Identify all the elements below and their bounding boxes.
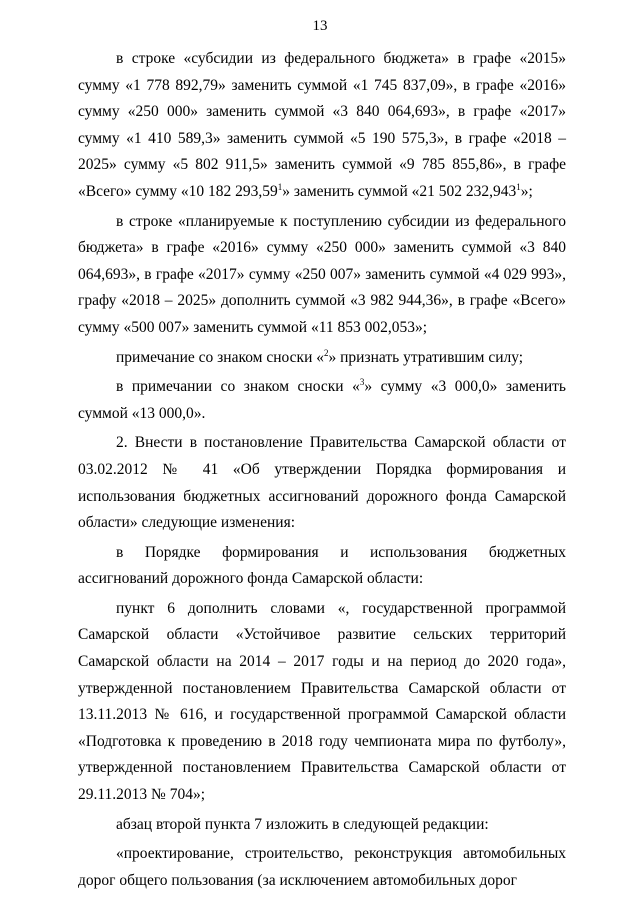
page-number: 13 [312, 18, 328, 34]
paragraph-footnote-2 [78, 345, 566, 372]
paragraph-item-2: 2. Внести в постановление Правительства Самарской области от 03.02.2012 № 41 «Об утверждении Порядка формирования и использования бюджетных ассигнований дорожного фонда Самарской области» следующие изменения: [78, 434, 566, 532]
text-run: в строке «субсидии из федерального бюджета» в графе «2015» сумму «1 778 892,79» заменить суммой «1 745 837,09», в графе «2016» сумму «250 000» заменить суммой «3 840 064,693», в графе «2017» сумму «1 410 589,3» заменить суммой «5 190 575,3», в графе «2018 – 2025» сумму «5 802 911,5» заменить суммой «9 785 855,86», в графе «Всего» сумму «10 182 293,59 [78, 50, 566, 200]
paragraph-footnote-3 [78, 374, 566, 427]
text-run: примечание со знаком сноски « [116, 348, 324, 366]
paragraph-point-6: пункт 6 дополнить словами «, государственной программой Самарской области «Устойчивое развитие сельских территорий Самарской области на 2014 – 2017 годы и на период до 2020 года», утвержденной постановлением Правительства Самарской области от 13.11.2013 № 616, и государственной программой Самарской области «Подготовка к проведению в 2018 году чемпионата мира по футболу», утвержденной постановлением Правительства Самарской области от 29.11.2013 № 704»; [78, 599, 566, 804]
text-run: » признать утратившим силу; [328, 348, 524, 366]
footnote-mark: 1 [277, 181, 283, 192]
paragraph-federal-subsidies [78, 46, 566, 206]
paragraph-planned-subsidies: в строке «планируемые к поступлению субсидии из федерального бюджета» в графе «2016» сумму «250 000» заменить суммой «3 840 064,693», в графе «2017» сумму «250 007» заменить суммой «4 029 993», графу «2018 – 2025» дополнить суммой «3 982 944,36», в графе «Всего» сумму «500 007» заменить суммой «11 853 002,053»; [78, 212, 566, 336]
paragraph-road-fund: в Порядке формирования и использования бюджетных ассигнований дорожного фонда Самарской области: [78, 543, 566, 588]
footnote-mark: 3 [359, 376, 365, 387]
text-run: »; [520, 182, 533, 200]
footnote-mark: 2 [324, 347, 329, 358]
document-body [78, 46, 566, 894]
text-run: » заменить суммой «21 502 232,943 [282, 182, 517, 200]
paragraph-point-7: абзац второй пункта 7 изложить в следующей редакции: [116, 815, 489, 833]
footnote-mark: 1 [516, 181, 521, 192]
paragraph-design-roads: «проектирование, строительство, реконструкция автомобильных дорог общего пользования (за исключением автомобильных дорог [78, 845, 566, 889]
text-run: » сумму «3 000,0» заменить суммой «13 000,0». [78, 378, 566, 422]
text-run: в примечании со знаком сноски « [116, 378, 360, 396]
